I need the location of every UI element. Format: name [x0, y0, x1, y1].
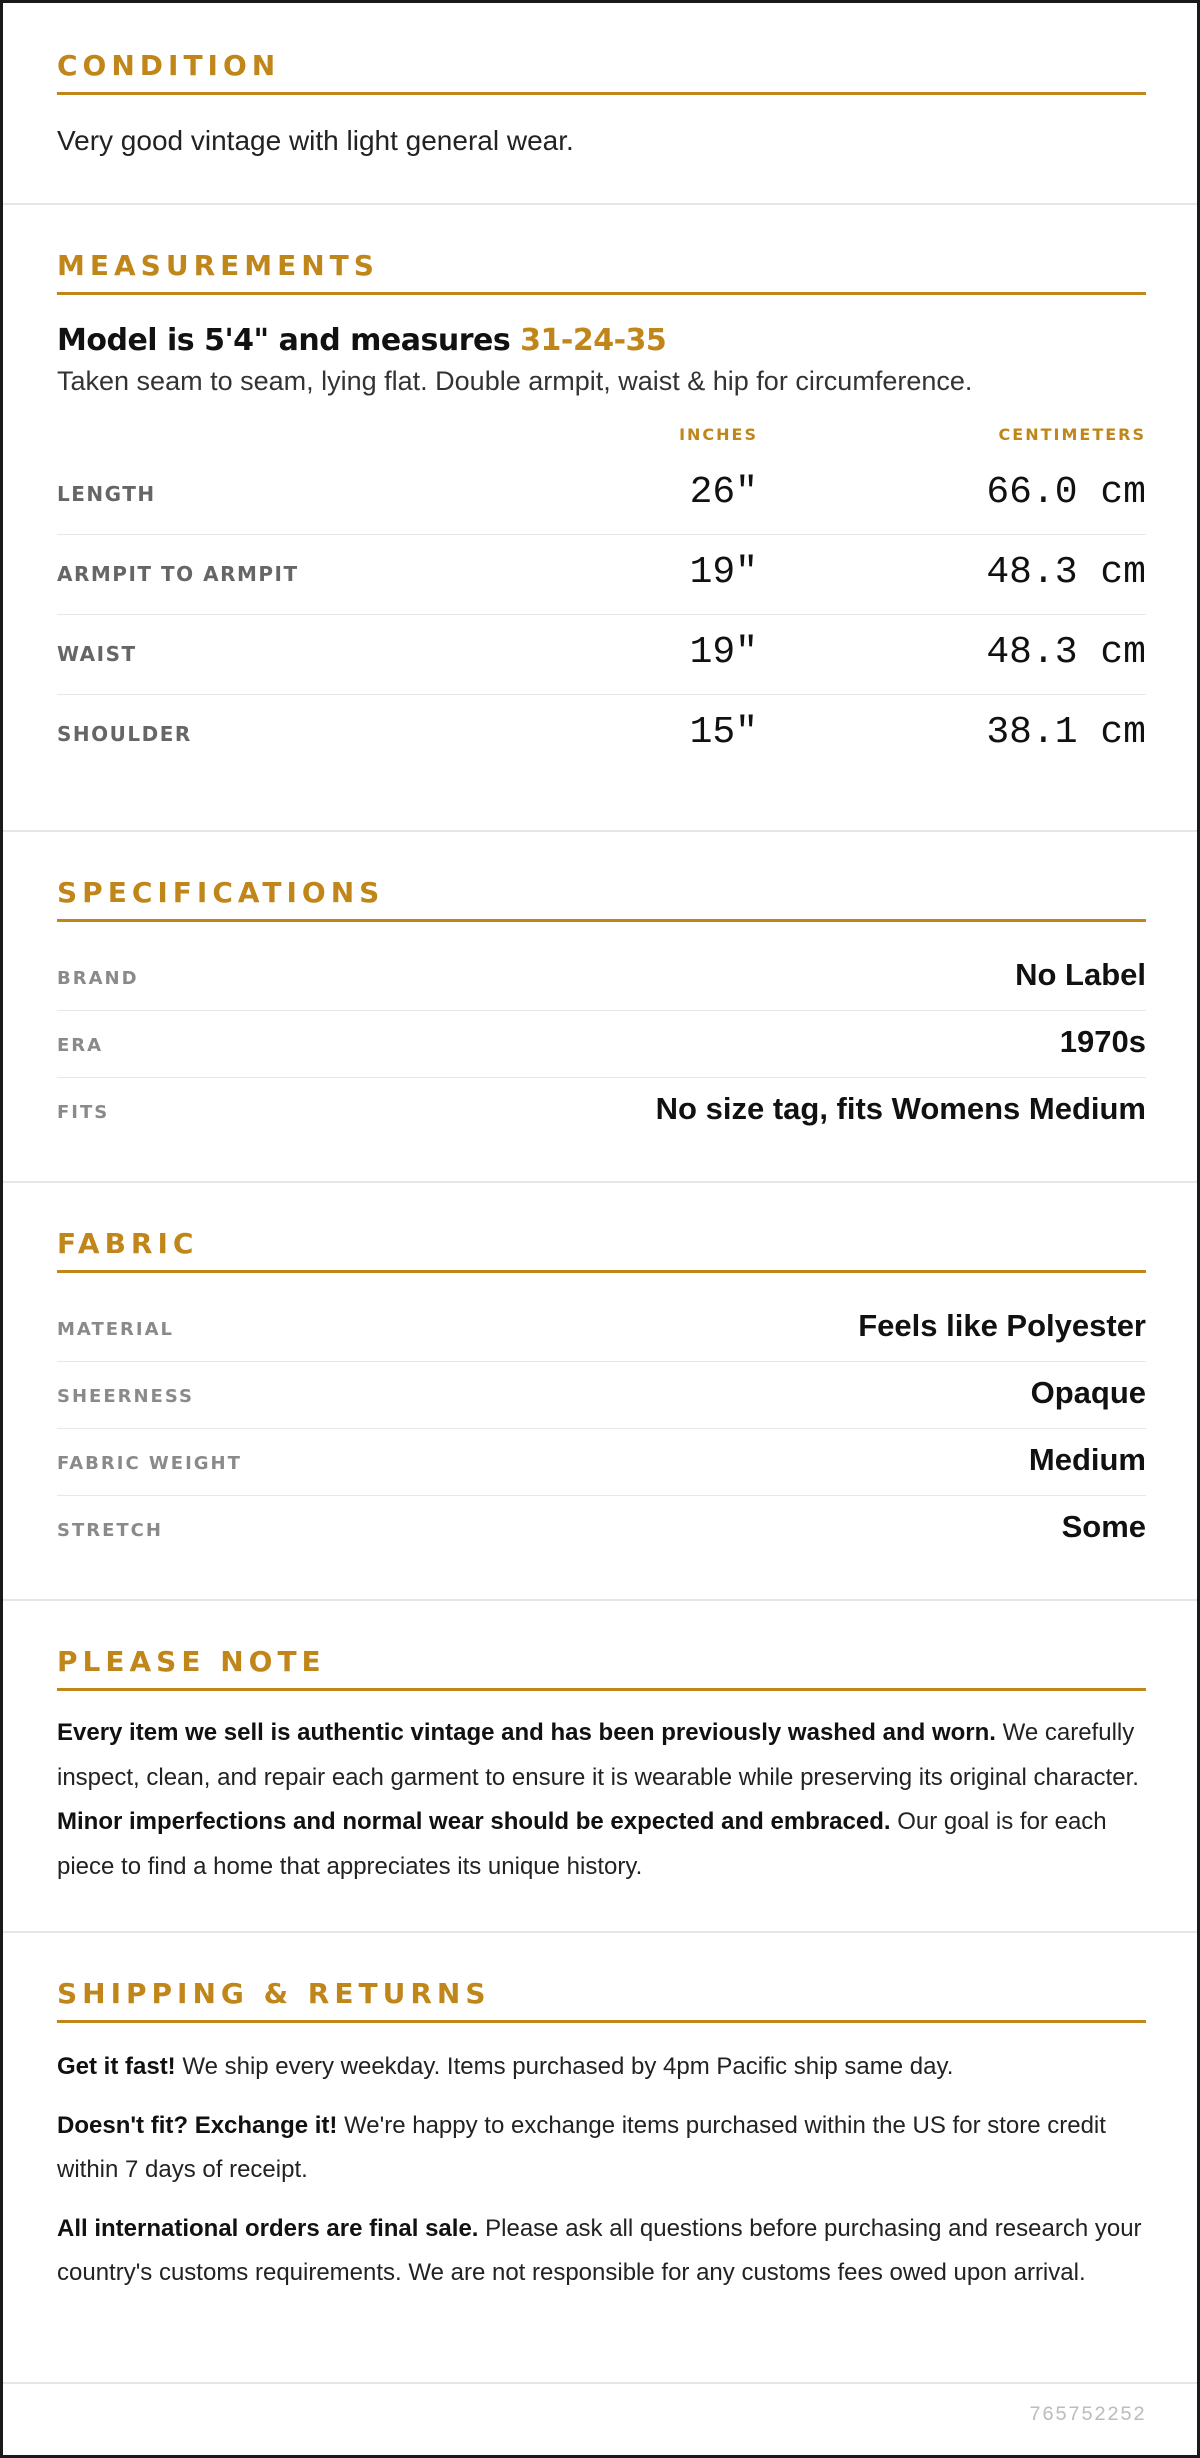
- fabric-row-stretch: [57, 1496, 1146, 1563]
- measurement-label: ARMPIT TO ARMPIT: [57, 562, 299, 586]
- measurement-cm: 48.3 cm: [986, 551, 1146, 594]
- measurement-cm: 48.3 cm: [986, 631, 1146, 674]
- fabric-row-sheerness: [57, 1362, 1146, 1429]
- measurement-row-shoulder: [57, 695, 1146, 775]
- spec-label: ERA: [57, 1035, 104, 1056]
- measurements-section: [3, 205, 1197, 832]
- spec-row-fits: [57, 1078, 1146, 1145]
- fabric-value: Medium: [1028, 1442, 1146, 1477]
- fabric-row-material: [57, 1295, 1146, 1362]
- spec-row-brand: [57, 944, 1146, 1011]
- inches-column-header: INCHES: [679, 425, 758, 444]
- spec-value: No Label: [1015, 957, 1146, 992]
- product-id-code: 765752252: [1028, 2404, 1146, 2427]
- fabric-value: Opaque: [1030, 1375, 1146, 1410]
- note-bold-1: Every item we sell is authentic vintage and has been previously washed and worn.: [57, 1719, 996, 1746]
- model-measure-value: 31-24-35: [520, 323, 667, 358]
- measurements-header: [57, 419, 1146, 455]
- specifications-list: [57, 944, 1146, 1145]
- measurement-row-armpit: [57, 535, 1146, 615]
- model-prefix: Model is 5'4" and measures: [57, 323, 521, 358]
- shipping-paragraph-exchange: [57, 2104, 1146, 2193]
- shipping-paragraph-international: [57, 2207, 1146, 2296]
- spec-value: No size tag, fits Womens Medium: [655, 1091, 1146, 1126]
- measurements-title: MEASUREMENTS: [57, 249, 1146, 295]
- measurement-inches: 19": [689, 551, 758, 594]
- model-measurements: [57, 323, 1146, 358]
- specifications-section: [3, 832, 1197, 1183]
- measurement-row-waist: [57, 615, 1146, 695]
- shipping-text: We ship every weekday. Items purchased by 4pm Pacific ship same day.: [175, 2053, 954, 2080]
- fabric-label: SHEERNESS: [57, 1386, 194, 1407]
- measurement-label: WAIST: [57, 642, 137, 666]
- note-text-1: We carefully inspect, clean, and repair each garment to ensure it is wearable while preserving its original character.: [57, 1719, 1139, 1791]
- measurement-label: LENGTH: [57, 482, 156, 506]
- condition-section: [3, 3, 1197, 205]
- shipping-bold: All international orders are final sale.: [57, 2214, 479, 2242]
- spec-label: FITS: [57, 1102, 110, 1123]
- centimeters-column-header: CENTIMETERS: [998, 425, 1146, 444]
- note-text-2: Our goal is for each piece to find a home that appreciates its unique history.: [57, 1808, 1107, 1880]
- footer: [3, 2384, 1197, 2454]
- measurement-cm: 66.0 cm: [986, 471, 1146, 514]
- measurement-row-length: [57, 455, 1146, 535]
- fabric-list: [57, 1295, 1146, 1563]
- note-bold-2: Minor imperfections and normal wear should be expected and embraced.: [57, 1808, 891, 1835]
- fabric-row-weight: [57, 1429, 1146, 1496]
- shipping-returns-section: [3, 1933, 1197, 2384]
- measurement-inches: 15": [689, 711, 758, 754]
- condition-title: CONDITION: [57, 49, 1146, 95]
- please-note-text: [57, 1711, 1146, 1889]
- fabric-section: [3, 1183, 1197, 1601]
- measurement-cm: 38.1 cm: [986, 711, 1146, 754]
- fabric-label: FABRIC WEIGHT: [57, 1453, 242, 1474]
- measurements-subtitle: Taken seam to seam, lying flat. Double armpit, waist & hip for circumference.: [57, 366, 973, 396]
- spec-value: 1970s: [1059, 1024, 1146, 1059]
- fabric-title: FABRIC: [57, 1227, 1146, 1273]
- spec-row-era: [57, 1011, 1146, 1078]
- fabric-label: MATERIAL: [57, 1319, 174, 1340]
- spec-label: BRAND: [57, 968, 139, 989]
- specifications-title: SPECIFICATIONS: [57, 876, 1146, 922]
- shipping-text: Please ask all questions before purchasing and research your country's customs requirements. We are not responsible for any customs fees owed upon arrival.: [57, 2214, 1142, 2286]
- measurement-inches: 19": [689, 631, 758, 674]
- shipping-text: We're happy to exchange items purchased within the US for store credit within 7 days of receipt.: [57, 2111, 1106, 2183]
- shipping-returns-title: SHIPPING & RETURNS: [57, 1977, 1146, 2023]
- please-note-section: [3, 1601, 1197, 1933]
- condition-text: Very good vintage with light general wear.: [57, 125, 574, 156]
- shipping-bold: Doesn't fit? Exchange it!: [57, 2111, 338, 2139]
- fabric-value: Some: [1061, 1509, 1146, 1544]
- measurements-table: [57, 455, 1146, 775]
- shipping-paragraph-fast: [57, 2045, 1146, 2090]
- measurement-label: SHOULDER: [57, 722, 192, 746]
- fabric-label: STRETCH: [57, 1520, 163, 1541]
- fabric-value: Feels like Polyester: [858, 1308, 1146, 1343]
- shipping-bold: Get it fast!: [57, 2053, 176, 2080]
- please-note-title: PLEASE NOTE: [57, 1645, 1146, 1691]
- measurement-inches: 26": [689, 471, 758, 514]
